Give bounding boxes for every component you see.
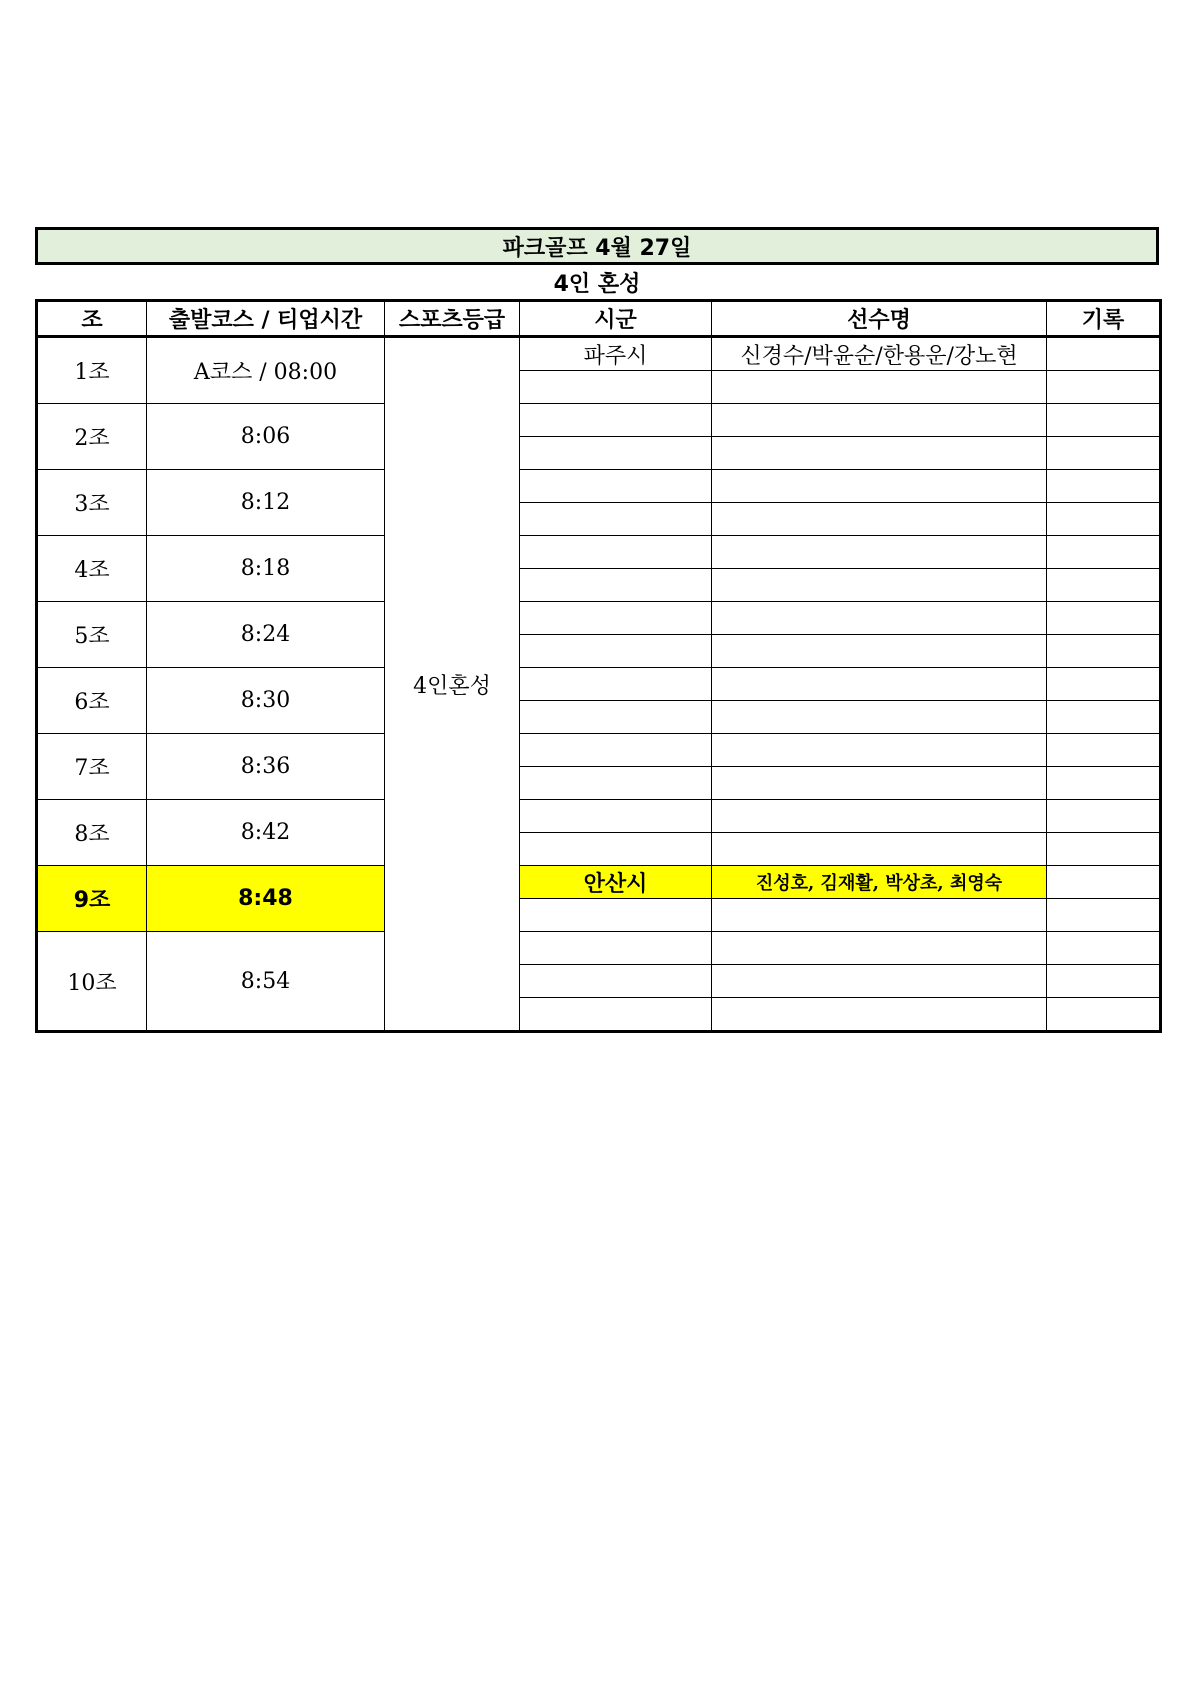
city-cell — [520, 998, 712, 1032]
players-cell — [712, 371, 1047, 404]
players-cell — [712, 470, 1047, 503]
city-cell — [520, 800, 712, 833]
group-label: 7조 — [37, 734, 147, 800]
city-cell — [520, 899, 712, 932]
sheet-subtitle: 4인 혼성 — [553, 271, 641, 297]
players-cell — [712, 734, 1047, 767]
record-cell — [1047, 701, 1161, 734]
tee-time: 8:36 — [147, 734, 385, 800]
record-cell — [1047, 503, 1161, 536]
players-cell — [712, 965, 1047, 998]
group-label: 5조 — [37, 602, 147, 668]
record-cell — [1047, 536, 1161, 569]
group-label: 3조 — [37, 470, 147, 536]
players-cell — [712, 899, 1047, 932]
record-cell — [1047, 899, 1161, 932]
city-cell — [520, 602, 712, 635]
tee-time: 8:42 — [147, 800, 385, 866]
table-row — [37, 866, 1161, 899]
city-cell — [520, 503, 712, 536]
schedule-sheet — [35, 227, 1159, 1033]
record-cell — [1047, 371, 1161, 404]
table-row — [37, 734, 1161, 767]
group-label: 1조 — [37, 337, 147, 404]
record-cell — [1047, 998, 1161, 1032]
tee-time: A코스 / 08:00 — [147, 337, 385, 404]
tee-time: 8:24 — [147, 602, 385, 668]
header-course-time: 출발코스 / 티업시간 — [147, 301, 385, 337]
table-row — [37, 337, 1161, 371]
players-cell — [712, 833, 1047, 866]
record-cell — [1047, 602, 1161, 635]
city-cell — [520, 965, 712, 998]
players-cell — [712, 437, 1047, 470]
players-cell — [712, 569, 1047, 602]
header-row — [37, 301, 1161, 337]
city-cell — [520, 668, 712, 701]
grade-cell: 4인혼성 — [385, 337, 520, 1032]
header-grade: 스포츠등급 — [385, 301, 520, 337]
tee-time: 8:06 — [147, 404, 385, 470]
record-cell — [1047, 569, 1161, 602]
record-cell — [1047, 668, 1161, 701]
city-cell — [520, 932, 712, 965]
city-cell — [520, 833, 712, 866]
record-cell — [1047, 470, 1161, 503]
city-cell — [520, 569, 712, 602]
table-row — [37, 404, 1161, 437]
tee-time: 8:18 — [147, 536, 385, 602]
city-cell — [520, 635, 712, 668]
players-cell: 신경수/박윤순/한용운/강노현 — [712, 337, 1047, 371]
record-cell — [1047, 635, 1161, 668]
schedule-table — [35, 299, 1162, 1033]
tee-time: 8:54 — [147, 932, 385, 1032]
group-label: 6조 — [37, 668, 147, 734]
tee-time: 8:30 — [147, 668, 385, 734]
city-cell: 파주시 — [520, 337, 712, 371]
table-row — [37, 932, 1161, 965]
header-group: 조 — [37, 301, 147, 337]
players-cell — [712, 767, 1047, 800]
players-cell — [712, 932, 1047, 965]
city-cell: 안산시 — [520, 866, 712, 899]
group-label: 2조 — [37, 404, 147, 470]
group-label: 8조 — [37, 800, 147, 866]
record-cell — [1047, 965, 1161, 998]
city-cell — [520, 536, 712, 569]
city-cell — [520, 371, 712, 404]
city-cell — [520, 470, 712, 503]
group-label: 10조 — [37, 932, 147, 1032]
record-cell — [1047, 404, 1161, 437]
tee-time: 8:12 — [147, 470, 385, 536]
table-row — [37, 470, 1161, 503]
players-cell: 진성호, 김재활, 박상초, 최영숙 — [712, 866, 1047, 899]
header-record: 기록 — [1047, 301, 1161, 337]
city-cell — [520, 767, 712, 800]
header-city: 시군 — [520, 301, 712, 337]
players-cell — [712, 701, 1047, 734]
players-cell — [712, 668, 1047, 701]
record-cell — [1047, 833, 1161, 866]
players-cell — [712, 602, 1047, 635]
table-row — [37, 668, 1161, 701]
record-cell — [1047, 337, 1161, 371]
players-cell — [712, 404, 1047, 437]
city-cell — [520, 734, 712, 767]
players-cell — [712, 536, 1047, 569]
record-cell — [1047, 734, 1161, 767]
group-label: 4조 — [37, 536, 147, 602]
record-cell — [1047, 932, 1161, 965]
table-row — [37, 536, 1161, 569]
sheet-title: 파크골프 4월 27일 — [35, 227, 1159, 265]
city-cell — [520, 404, 712, 437]
record-cell — [1047, 800, 1161, 833]
players-cell — [712, 800, 1047, 833]
players-cell — [712, 998, 1047, 1032]
players-cell — [712, 635, 1047, 668]
record-cell — [1047, 767, 1161, 800]
tee-time: 8:48 — [147, 866, 385, 932]
header-players: 선수명 — [712, 301, 1047, 337]
table-row — [37, 602, 1161, 635]
city-cell — [520, 701, 712, 734]
record-cell — [1047, 866, 1161, 899]
record-cell — [1047, 437, 1161, 470]
group-label: 9조 — [37, 866, 147, 932]
table-row — [37, 800, 1161, 833]
players-cell — [712, 503, 1047, 536]
city-cell — [520, 437, 712, 470]
